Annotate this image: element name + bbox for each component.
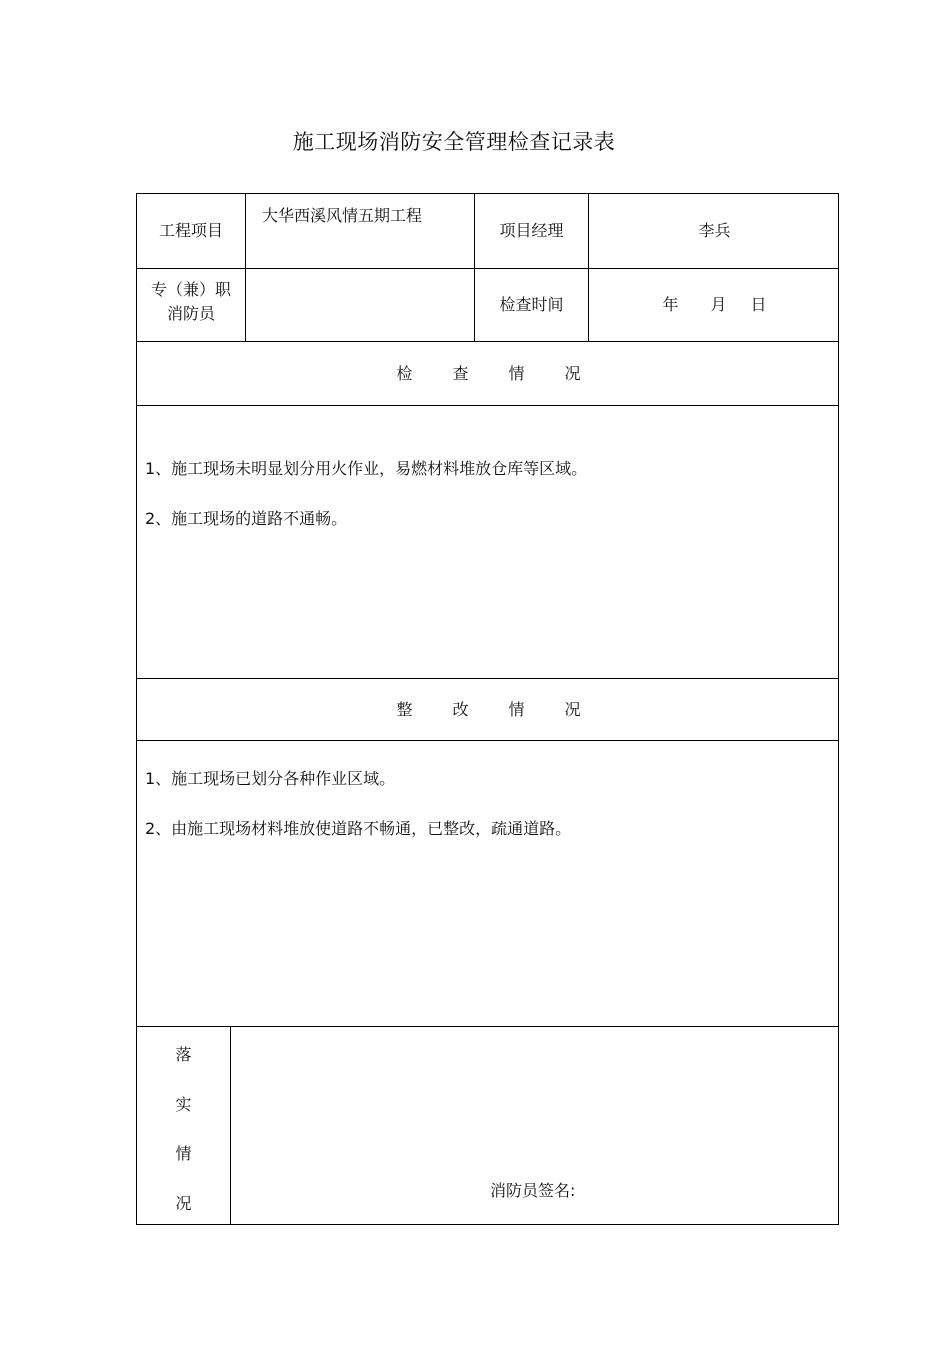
- inspection-item: 1、施工现场未明显划分用火作业，易燃材料堆放仓库等区域。: [145, 459, 588, 478]
- row-divider: [137, 1026, 838, 1027]
- check-time-label: 检查时间: [499, 295, 564, 314]
- firefighter-label-line2: 消防员: [166, 304, 215, 323]
- implementation-label-char: 落: [175, 1045, 192, 1064]
- heading-char: 况: [564, 363, 581, 383]
- date-day: 日: [750, 295, 767, 314]
- page-title: 施工现场消防安全管理检查记录表: [292, 130, 616, 154]
- firefighter-label-line1: 专（兼）职: [150, 280, 231, 299]
- signature-label: 消防员签名:: [490, 1181, 576, 1200]
- heading-char: 改: [452, 699, 469, 719]
- column-divider: [230, 1026, 231, 1225]
- implementation-label-char: 况: [175, 1194, 192, 1213]
- inspection-record-table: [136, 193, 839, 1225]
- date-year: 年: [662, 295, 679, 314]
- heading-char: 整: [396, 699, 413, 719]
- implementation-label-char: 情: [175, 1144, 192, 1163]
- firefighter-value[interactable]: [246, 269, 474, 341]
- check-time-value[interactable]: [589, 269, 840, 341]
- row-divider: [137, 405, 838, 406]
- heading-char: 情: [508, 363, 525, 383]
- inspection-item: 2、施工现场的道路不通畅。: [145, 509, 348, 528]
- implementation-label-char: 实: [175, 1095, 192, 1114]
- heading-char: 况: [564, 699, 581, 719]
- row-divider: [137, 740, 838, 741]
- manager-label: 项目经理: [499, 221, 564, 240]
- rectification-item: 1、施工现场已划分各种作业区域。: [145, 769, 396, 788]
- manager-value: 李兵: [698, 221, 731, 240]
- heading-char: 情: [508, 699, 525, 719]
- rectification-heading: [137, 679, 840, 740]
- date-month: 月: [710, 295, 727, 314]
- heading-char: 查: [452, 363, 469, 383]
- firefighter-label: [137, 278, 245, 326]
- project-value: 大华西溪风情五期工程: [262, 206, 423, 225]
- heading-char: 检: [396, 363, 413, 383]
- rectification-item: 2、由施工现场材料堆放使道路不畅通，已整改，疏通道路。: [145, 819, 572, 838]
- project-label: 工程项目: [158, 221, 223, 240]
- inspection-heading: [137, 342, 840, 405]
